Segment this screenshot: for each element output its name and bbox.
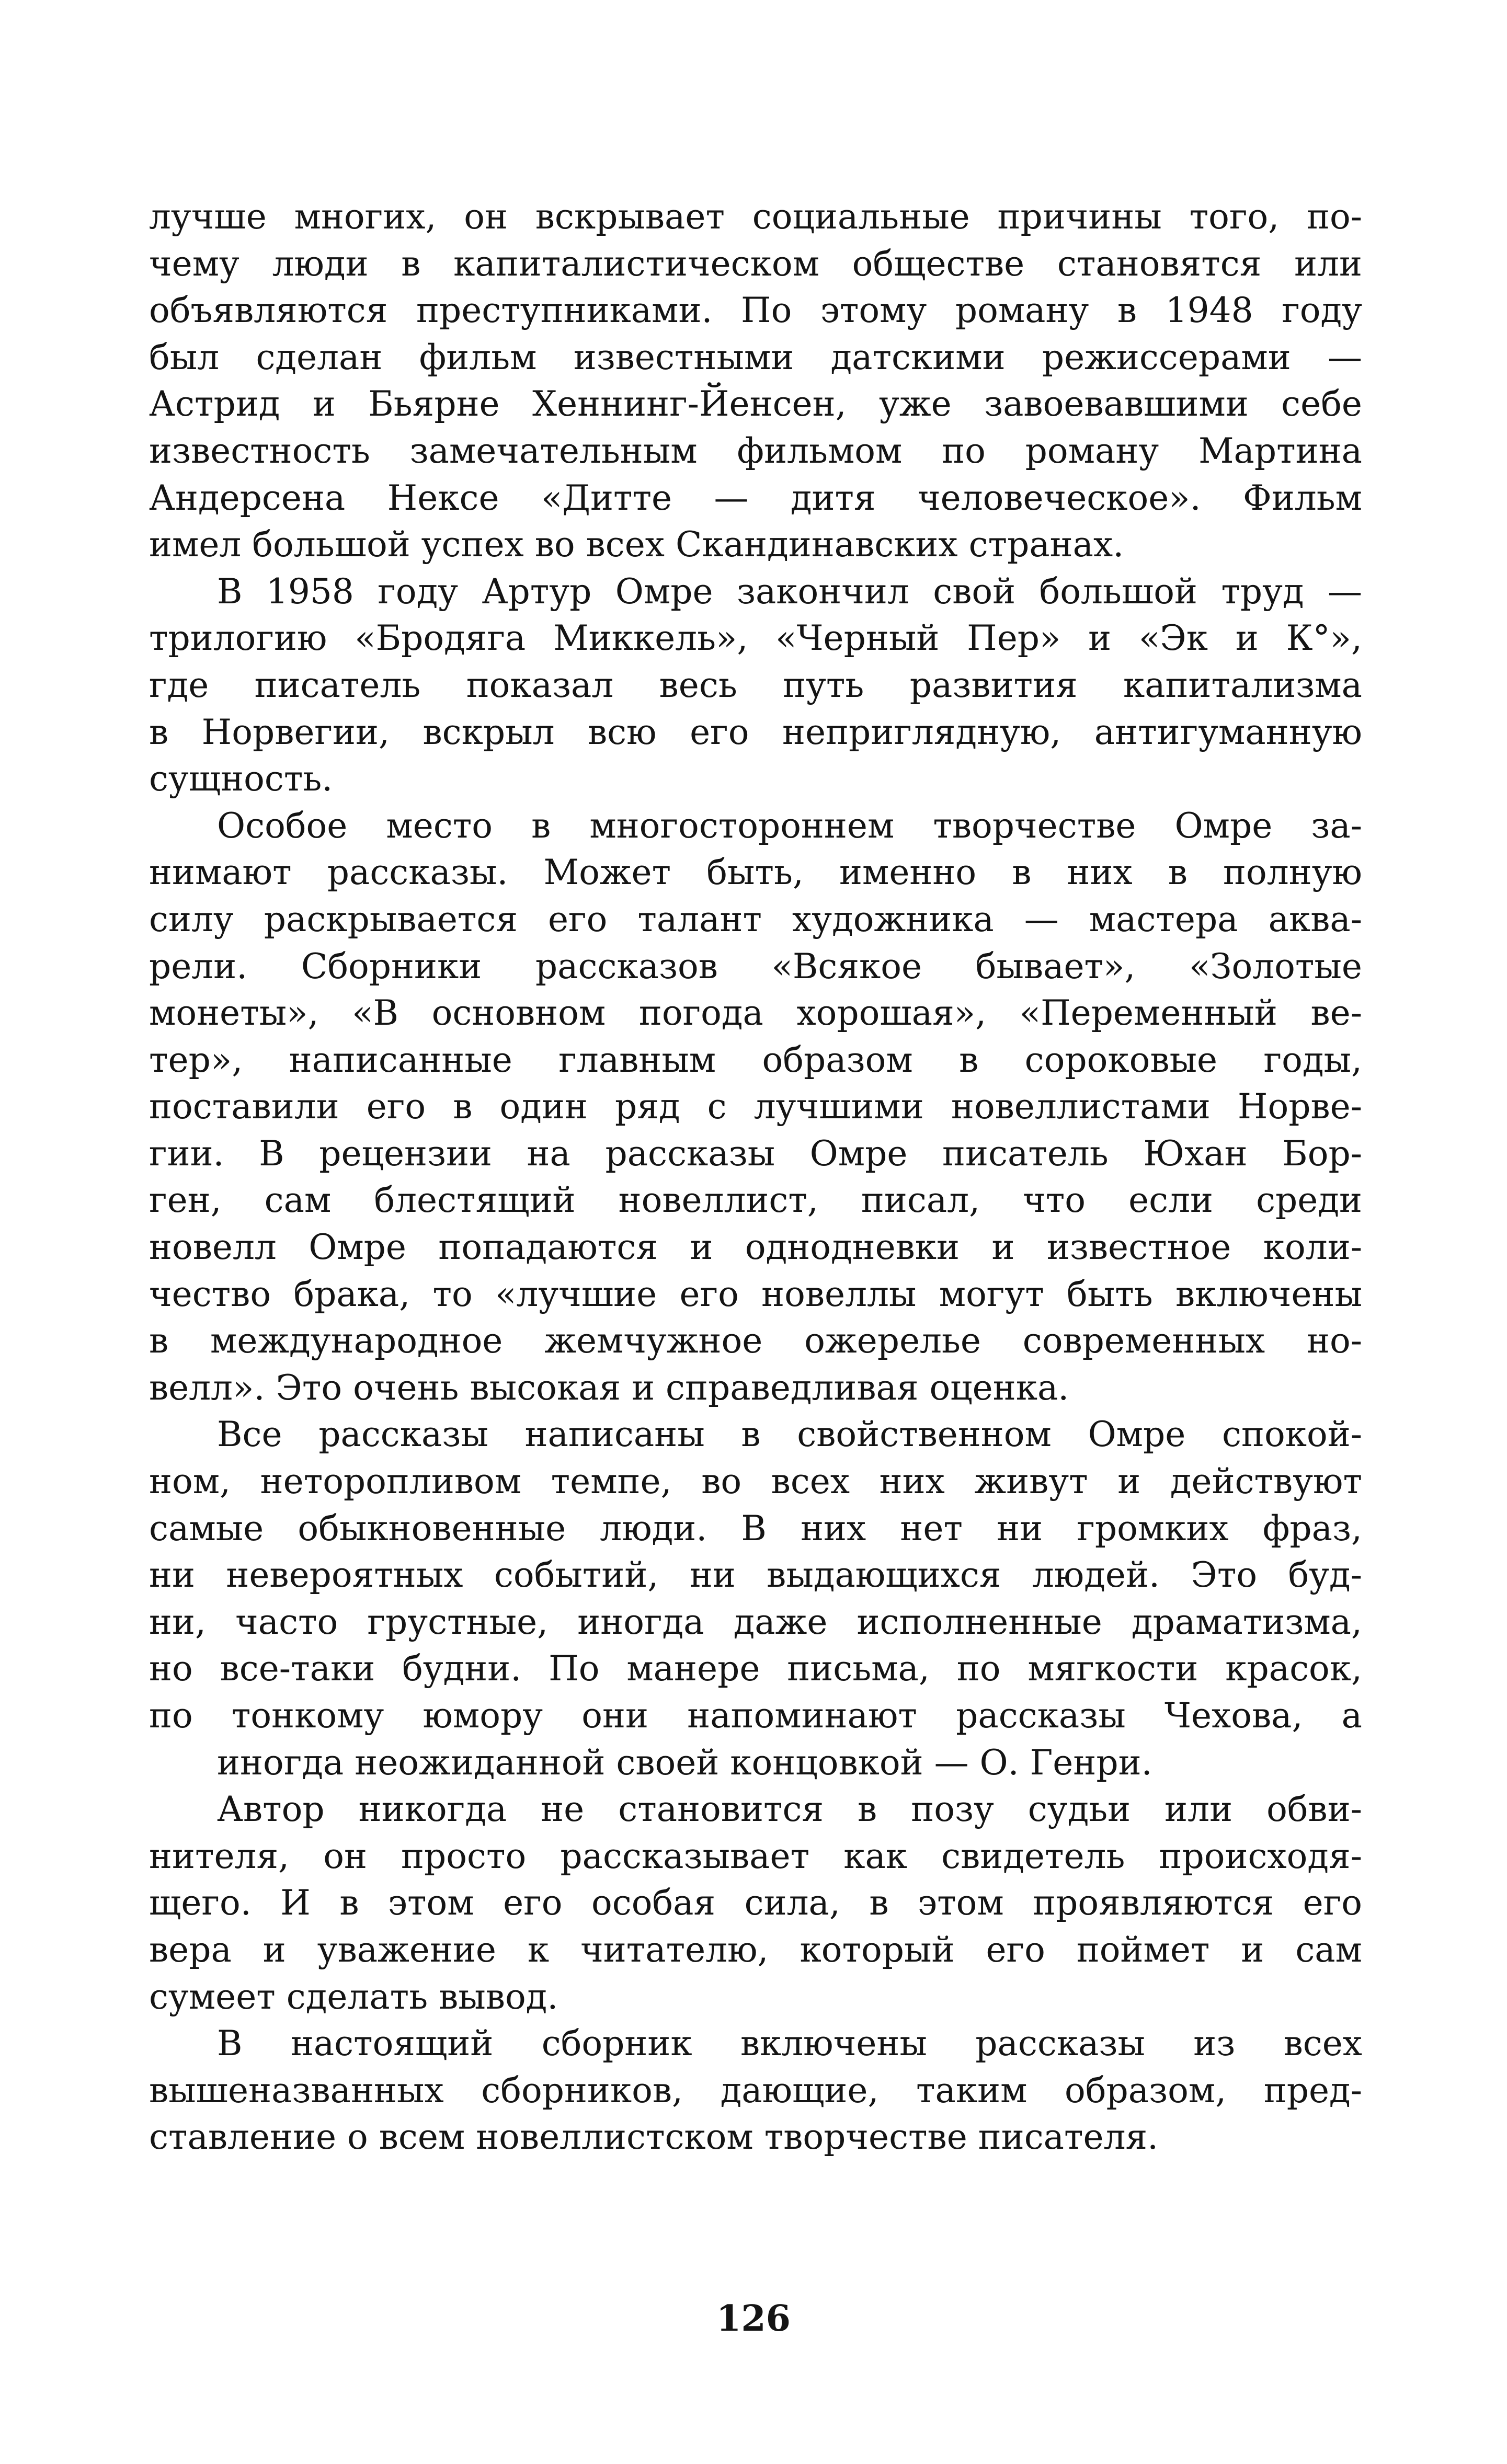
text-line: В 1958 году Артур Омре закончил свой большой труд — <box>217 571 1362 612</box>
text-line: нимают рассказы. Может быть, именно в них в полную <box>149 852 1362 893</box>
text-line: лучше многих, он вскрывает социальные причины того, по- <box>149 197 1362 237</box>
text-line: ставление о всем новеллистском творчестве писателя. <box>149 2117 1159 2158</box>
paragraph <box>149 2020 1362 2161</box>
text-line: Астрид и Бьярне Хеннинг-Йенсен, уже завоевавшими себе <box>149 384 1362 425</box>
text-line: рели. Сборники рассказов «Всякое бывает», «Золотые <box>149 946 1362 987</box>
text-line: велл». Это очень высокая и справедливая оценка. <box>149 1367 1069 1408</box>
paragraph <box>149 193 1362 568</box>
text-line: вера и уважение к читателю, который его поймет и сам <box>149 1929 1362 1970</box>
page-body <box>149 193 1362 2161</box>
text-line: гии. В рецензии на рассказы Омре писатель Юхан Бор- <box>149 1133 1362 1174</box>
text-line: иногда неожиданной своей концовкой — О. Генри. <box>217 1742 1152 1783</box>
text-line: был сделан фильм известными датскими режиссерами — <box>149 337 1362 377</box>
text-line: тер», написанные главным образом в сороковые годы, <box>149 1039 1362 1080</box>
text-line: силу раскрывается его талант художника — мастера аква- <box>149 899 1362 939</box>
page-number: 126 <box>716 2298 791 2340</box>
text-line: ни, часто грустные, иногда даже исполненные драматизма, <box>149 1601 1362 1642</box>
text-line: В настоящий сборник включены рассказы из всех <box>217 2023 1362 2064</box>
text-line: объявляются преступниками. По этому роману в 1948 году <box>149 290 1362 331</box>
text-line: имел большой успех во всех Скандинавских странах. <box>149 524 1124 565</box>
text-line: поставили его в один ряд с лучшими новеллистами Норве- <box>149 1086 1362 1127</box>
paragraph <box>149 803 1362 1412</box>
text-line: сущность. <box>149 759 333 799</box>
text-line: самые обыкновенные люди. В них нет ни громких фраз, <box>149 1508 1362 1549</box>
text-line: новелл Омре попадаются и однодневки и известное коли- <box>149 1227 1362 1268</box>
text-line: Все рассказы написаны в свойственном Омре спокой- <box>217 1414 1362 1455</box>
text-line: известность замечательным фильмом по роману Мартина <box>149 430 1362 471</box>
text-line: ном, неторопливом темпе, во всех них живут и действуют <box>149 1461 1362 1502</box>
text-line: ни невероятных событий, ни выдающихся людей. Это буд- <box>149 1555 1362 1596</box>
text-line: где писатель показал весь путь развития капитализма <box>149 664 1362 705</box>
text-line: чему люди в капиталистическом обществе становятся или <box>149 243 1362 284</box>
text-line: щего. И в этом его особая сила, в этом проявляются его <box>149 1883 1362 1923</box>
text-line: сумеет сделать вывод. <box>149 1976 558 2017</box>
text-line: монеты», «В основном погода хорошая», «Переменный ве- <box>149 993 1362 1034</box>
text-line: ген, сам блестящий новеллист, писал, что если среди <box>149 1180 1362 1221</box>
text-line: Андерсена Нексе «Дитте — дитя человеческое». Фильм <box>149 477 1362 518</box>
paragraph <box>149 1411 1362 1786</box>
text-line: чество брака, то «лучшие его новеллы могут быть включены <box>149 1274 1362 1314</box>
paragraph <box>149 568 1362 803</box>
text-line: Особое место в многостороннем творчестве Омре за- <box>217 805 1362 846</box>
text-line: по тонкому юмору они напоминают рассказы Чехова, а <box>149 1695 1362 1736</box>
text-line: трилогию «Бродяга Миккель», «Черный Пер» и «Эк и К°», <box>149 618 1362 659</box>
text-line: в Норвегии, вскрыл всю его неприглядную, антигуманную <box>149 712 1362 752</box>
text-line: но все-таки будни. По манере письма, по мягкости красок, <box>149 1648 1362 1689</box>
text-line: в международное жемчужное ожерелье современных но- <box>149 1321 1362 1361</box>
paragraph <box>149 1786 1362 2020</box>
text-line: вышеназванных сборников, дающие, таким образом, пред- <box>149 2070 1362 2111</box>
text-line: Автор никогда не становится в позу судьи или обви- <box>217 1789 1362 1830</box>
text-line: нителя, он просто рассказывает как свидетель происходя- <box>149 1836 1362 1876</box>
